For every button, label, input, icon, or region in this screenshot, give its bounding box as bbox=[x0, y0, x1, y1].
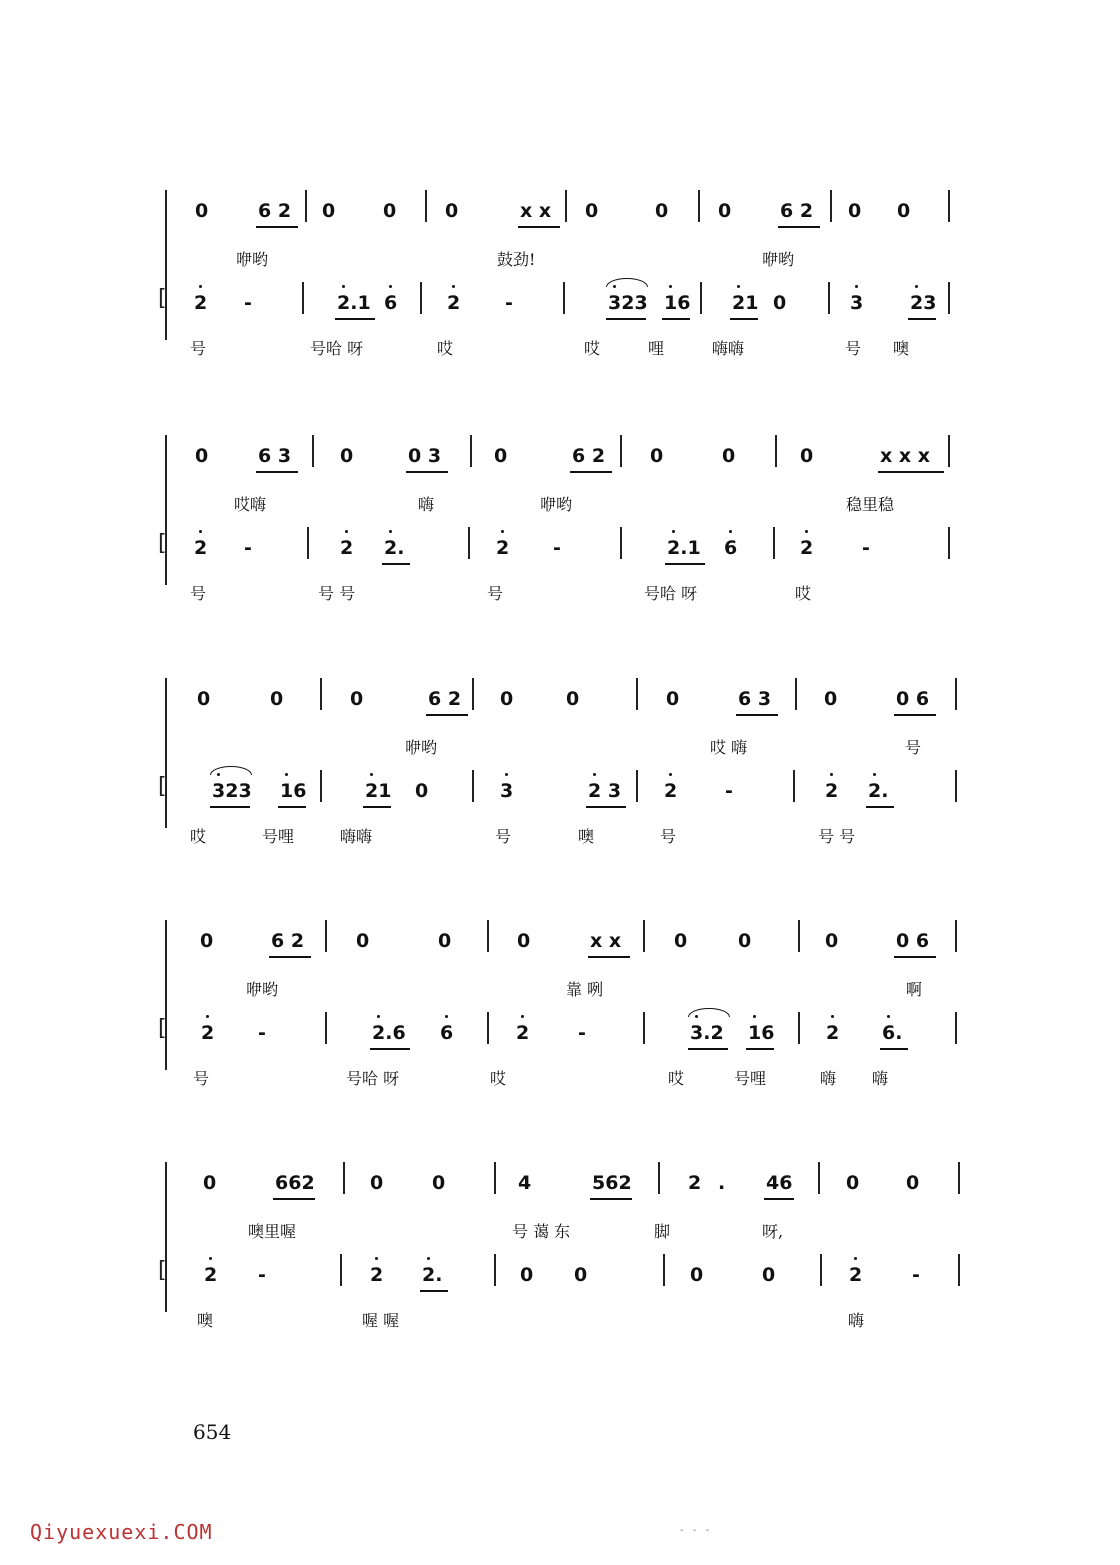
upper-note: 0 bbox=[195, 445, 209, 467]
upper-note: 0 bbox=[674, 930, 688, 952]
upper-lyric: 咿哟 bbox=[540, 495, 573, 514]
beam-line bbox=[588, 956, 630, 958]
staff-bracket: [ bbox=[158, 774, 167, 799]
upper-note: 0 bbox=[846, 1172, 860, 1194]
upper-note: x x bbox=[520, 200, 552, 222]
barline bbox=[494, 1254, 496, 1286]
lower-lyric: 噢 bbox=[197, 1311, 214, 1330]
upper-note: 6 2 bbox=[271, 930, 305, 952]
lower-note: - bbox=[505, 292, 513, 314]
lower-note: 6 bbox=[384, 292, 398, 314]
lower-note: 2.1 bbox=[667, 537, 701, 559]
staff-bracket: [ bbox=[158, 286, 167, 311]
lower-note: 2 bbox=[664, 780, 678, 802]
lower-note: 6 bbox=[724, 537, 738, 559]
barline bbox=[698, 190, 700, 222]
upper-note: 2 bbox=[688, 1172, 702, 1194]
lower-lyric: 哎 bbox=[668, 1069, 685, 1088]
slur-mark bbox=[210, 766, 252, 775]
lower-lyric: 号哈 呀 bbox=[346, 1069, 400, 1088]
lower-lyric: 号哈 呀 bbox=[644, 584, 698, 603]
upper-lyric: 靠 咧 bbox=[566, 980, 604, 999]
beam-line bbox=[730, 318, 758, 320]
octave-dot bbox=[389, 530, 392, 533]
upper-note: 0 6 bbox=[896, 688, 930, 710]
staff-bracket: [ bbox=[158, 1016, 167, 1041]
upper-note: 0 bbox=[370, 1172, 384, 1194]
lower-note: 2.6 bbox=[372, 1022, 406, 1044]
octave-dot bbox=[342, 285, 345, 288]
barline bbox=[948, 190, 950, 222]
lower-lyric: 号 bbox=[190, 339, 207, 358]
upper-lyric: 嗨 bbox=[418, 495, 435, 514]
barline bbox=[472, 678, 474, 710]
lower-note: 6 bbox=[440, 1022, 454, 1044]
staff-bracket: [ bbox=[158, 531, 167, 556]
beam-line bbox=[426, 714, 468, 716]
barline bbox=[468, 527, 470, 559]
upper-note: 0 bbox=[906, 1172, 920, 1194]
slur-mark bbox=[606, 278, 648, 287]
lower-lyric: 号 bbox=[495, 827, 512, 846]
barline bbox=[798, 920, 800, 952]
barline bbox=[798, 1012, 800, 1044]
octave-dot bbox=[831, 1015, 834, 1018]
upper-lyric: 咿哟 bbox=[246, 980, 279, 999]
page-number: 654 bbox=[193, 1420, 232, 1444]
staff-bracket: [ bbox=[158, 1258, 167, 1283]
barline bbox=[636, 678, 638, 710]
barline bbox=[487, 1012, 489, 1044]
upper-note: x x x bbox=[880, 445, 930, 467]
upper-note: 0 bbox=[494, 445, 508, 467]
upper-note: 6 3 bbox=[258, 445, 292, 467]
lower-lyric: 号 号 bbox=[318, 584, 356, 603]
barline bbox=[425, 190, 427, 222]
lower-note: 0 bbox=[690, 1264, 704, 1286]
lower-note: 23 bbox=[910, 292, 937, 314]
lower-lyric: 嗨嗨 bbox=[340, 827, 373, 846]
barline bbox=[830, 190, 832, 222]
barline bbox=[620, 527, 622, 559]
lower-note: 0 bbox=[773, 292, 787, 314]
lower-note: - bbox=[862, 537, 870, 559]
lower-note: 21 bbox=[365, 780, 392, 802]
upper-note: 0 bbox=[383, 200, 397, 222]
upper-note: 6 2 bbox=[572, 445, 606, 467]
octave-dot bbox=[593, 773, 596, 776]
octave-dot bbox=[854, 1257, 857, 1260]
upper-note: 0 bbox=[824, 688, 838, 710]
upper-note: 6 2 bbox=[258, 200, 292, 222]
upper-note: 0 bbox=[438, 930, 452, 952]
system-left-line bbox=[165, 920, 167, 1070]
beam-line bbox=[665, 563, 705, 565]
upper-note: 0 bbox=[445, 200, 459, 222]
lower-note: 0 bbox=[574, 1264, 588, 1286]
beam-line bbox=[256, 471, 298, 473]
upper-note: 0 bbox=[200, 930, 214, 952]
watermark: Qiyuexuexi.COM bbox=[30, 1520, 213, 1544]
upper-note: 0 6 bbox=[896, 930, 930, 952]
beam-line bbox=[370, 1048, 410, 1050]
upper-note: 0 bbox=[825, 930, 839, 952]
lower-note: 2 bbox=[849, 1264, 863, 1286]
octave-dot bbox=[345, 530, 348, 533]
beam-line bbox=[335, 318, 375, 320]
octave-dot bbox=[427, 1257, 430, 1260]
beam-line bbox=[273, 1198, 315, 1200]
barline bbox=[312, 435, 314, 467]
beam-line bbox=[586, 806, 626, 808]
upper-lyric: 咿哟 bbox=[236, 250, 269, 269]
upper-note: 0 bbox=[500, 688, 514, 710]
upper-note: 0 bbox=[340, 445, 354, 467]
octave-dot bbox=[669, 285, 672, 288]
upper-note: 0 bbox=[350, 688, 364, 710]
upper-note: 0 bbox=[722, 445, 736, 467]
system-left-line bbox=[165, 678, 167, 828]
upper-note: 6 3 bbox=[738, 688, 772, 710]
upper-lyric: 稳里稳 bbox=[846, 495, 895, 514]
barline bbox=[955, 920, 957, 952]
barline bbox=[775, 435, 777, 467]
octave-dot bbox=[805, 530, 808, 533]
lower-lyric: 号 bbox=[487, 584, 504, 603]
upper-note: 562 bbox=[592, 1172, 632, 1194]
upper-note: . bbox=[718, 1172, 726, 1194]
barline bbox=[636, 770, 638, 802]
lower-note: 2 bbox=[201, 1022, 215, 1044]
barline bbox=[948, 527, 950, 559]
lower-note: 323 bbox=[608, 292, 648, 314]
beam-line bbox=[518, 226, 560, 228]
barline bbox=[795, 678, 797, 710]
lower-note: 0 bbox=[415, 780, 429, 802]
lower-lyric: 噢 bbox=[578, 827, 595, 846]
barline bbox=[948, 435, 950, 467]
barline bbox=[958, 1254, 960, 1286]
lower-note: 2 bbox=[194, 292, 208, 314]
octave-dot bbox=[672, 530, 675, 533]
octave-dot bbox=[209, 1257, 212, 1260]
lower-note: - bbox=[258, 1264, 266, 1286]
beam-line bbox=[764, 1198, 794, 1200]
lower-note: - bbox=[244, 292, 252, 314]
beam-line bbox=[256, 226, 298, 228]
upper-lyric: 咿哟 bbox=[762, 250, 795, 269]
octave-dot bbox=[873, 773, 876, 776]
barline bbox=[620, 435, 622, 467]
lower-lyric: 号哈 呀 bbox=[310, 339, 364, 358]
lower-lyric: 号 bbox=[845, 339, 862, 358]
octave-dot bbox=[887, 1015, 890, 1018]
lower-note: 21 bbox=[732, 292, 759, 314]
beam-line bbox=[688, 1048, 728, 1050]
lower-note: 2.1 bbox=[337, 292, 371, 314]
upper-lyric: 哎嗨 bbox=[234, 495, 267, 514]
lower-lyric: 号哩 bbox=[262, 827, 295, 846]
barline bbox=[320, 770, 322, 802]
upper-note: 0 bbox=[517, 930, 531, 952]
lower-lyric: 号 bbox=[660, 827, 677, 846]
upper-lyric: 号 bbox=[905, 738, 922, 757]
lower-note: 6. bbox=[882, 1022, 903, 1044]
beam-line bbox=[406, 471, 448, 473]
upper-lyric: 呀, bbox=[762, 1222, 784, 1241]
lower-note: 16 bbox=[664, 292, 691, 314]
upper-note: 0 bbox=[897, 200, 911, 222]
lower-note: - bbox=[578, 1022, 586, 1044]
barline bbox=[818, 1162, 820, 1194]
system-left-line bbox=[165, 435, 167, 585]
barline bbox=[487, 920, 489, 952]
lower-note: - bbox=[553, 537, 561, 559]
barline bbox=[958, 1162, 960, 1194]
beam-line bbox=[420, 1290, 448, 1292]
barline bbox=[305, 190, 307, 222]
upper-lyric: 号 蔼 东 bbox=[512, 1222, 571, 1241]
beam-line bbox=[880, 1048, 908, 1050]
upper-note: 0 bbox=[322, 200, 336, 222]
octave-dot bbox=[501, 530, 504, 533]
beam-line bbox=[590, 1198, 632, 1200]
lower-note: 0 bbox=[762, 1264, 776, 1286]
octave-dot bbox=[389, 285, 392, 288]
barline bbox=[472, 770, 474, 802]
beam-line bbox=[878, 471, 944, 473]
lower-lyric: 哩 bbox=[648, 339, 665, 358]
lower-note: 2 bbox=[204, 1264, 218, 1286]
lower-note: 2 bbox=[826, 1022, 840, 1044]
barline bbox=[565, 190, 567, 222]
barline bbox=[494, 1162, 496, 1194]
barline bbox=[820, 1254, 822, 1286]
upper-note: 0 bbox=[655, 200, 669, 222]
beam-line bbox=[269, 956, 311, 958]
upper-note: x x bbox=[590, 930, 622, 952]
octave-dot bbox=[915, 285, 918, 288]
lower-lyric: 哎 bbox=[584, 339, 601, 358]
upper-note: 46 bbox=[766, 1172, 793, 1194]
barline bbox=[325, 920, 327, 952]
lower-note: 323 bbox=[212, 780, 252, 802]
upper-note: 0 bbox=[270, 688, 284, 710]
upper-note: 0 bbox=[738, 930, 752, 952]
lower-note: - bbox=[725, 780, 733, 802]
lower-note: 2. bbox=[422, 1264, 443, 1286]
octave-dot bbox=[669, 773, 672, 776]
barline bbox=[302, 282, 304, 314]
octave-dot bbox=[375, 1257, 378, 1260]
upper-note: 0 bbox=[566, 688, 580, 710]
upper-note: 0 bbox=[197, 688, 211, 710]
beam-line bbox=[736, 714, 778, 716]
octave-dot bbox=[729, 530, 732, 533]
lower-note: 2 bbox=[370, 1264, 384, 1286]
lower-note: 2 bbox=[800, 537, 814, 559]
barline bbox=[700, 282, 702, 314]
beam-line bbox=[278, 806, 306, 808]
upper-note: 0 bbox=[356, 930, 370, 952]
octave-dot bbox=[505, 773, 508, 776]
barline bbox=[320, 678, 322, 710]
upper-note: 0 bbox=[195, 200, 209, 222]
barline bbox=[663, 1254, 665, 1286]
barline bbox=[343, 1162, 345, 1194]
slur-mark bbox=[688, 1008, 730, 1017]
lower-note: 16 bbox=[280, 780, 307, 802]
upper-note: 0 bbox=[848, 200, 862, 222]
upper-note: 0 bbox=[432, 1172, 446, 1194]
barline bbox=[643, 920, 645, 952]
lower-lyric: 哎 bbox=[437, 339, 454, 358]
barline bbox=[340, 1254, 342, 1286]
barline bbox=[325, 1012, 327, 1044]
beam-line bbox=[894, 956, 936, 958]
system-left-line bbox=[165, 1162, 167, 1312]
lower-lyric: 嗨 bbox=[820, 1069, 837, 1088]
upper-note: 0 bbox=[800, 445, 814, 467]
beam-line bbox=[606, 318, 646, 320]
lower-note: 3.2 bbox=[690, 1022, 724, 1044]
upper-note: 0 3 bbox=[408, 445, 442, 467]
lower-lyric: 哎 bbox=[190, 827, 207, 846]
octave-dot bbox=[521, 1015, 524, 1018]
lower-lyric: 哎 bbox=[490, 1069, 507, 1088]
lower-note: 2 3 bbox=[588, 780, 622, 802]
lower-note: 2 bbox=[340, 537, 354, 559]
beam-line bbox=[210, 806, 250, 808]
barline bbox=[658, 1162, 660, 1194]
barline bbox=[307, 527, 309, 559]
upper-note: 4 bbox=[518, 1172, 532, 1194]
lower-note: - bbox=[244, 537, 252, 559]
upper-note: 0 bbox=[650, 445, 664, 467]
beam-line bbox=[570, 471, 612, 473]
lower-lyric: 噢 bbox=[893, 339, 910, 358]
barline bbox=[955, 770, 957, 802]
upper-note: 0 bbox=[203, 1172, 217, 1194]
barline bbox=[773, 527, 775, 559]
lower-lyric: 嗨嗨 bbox=[712, 339, 745, 358]
octave-dot bbox=[737, 285, 740, 288]
lower-note: 3 bbox=[500, 780, 514, 802]
upper-lyric: 脚 bbox=[654, 1222, 671, 1241]
lower-lyric: 嗨 bbox=[848, 1311, 865, 1330]
upper-lyric: 噢里喔 bbox=[248, 1222, 297, 1241]
octave-dot bbox=[377, 1015, 380, 1018]
octave-dot bbox=[855, 285, 858, 288]
upper-note: 6 2 bbox=[428, 688, 462, 710]
beam-line bbox=[662, 318, 690, 320]
upper-lyric: 哎 嗨 bbox=[710, 738, 748, 757]
octave-dot bbox=[753, 1015, 756, 1018]
octave-dot bbox=[285, 773, 288, 776]
upper-note: 0 bbox=[666, 688, 680, 710]
beam-line bbox=[866, 806, 894, 808]
system-left-line bbox=[165, 190, 167, 340]
lower-note: 2 bbox=[496, 537, 510, 559]
barline bbox=[420, 282, 422, 314]
lower-note: 2 bbox=[194, 537, 208, 559]
lower-note: 16 bbox=[748, 1022, 775, 1044]
octave-dot bbox=[370, 773, 373, 776]
barline bbox=[793, 770, 795, 802]
barline bbox=[563, 282, 565, 314]
lower-lyric: 嗨 bbox=[872, 1069, 889, 1088]
upper-lyric: 咿哟 bbox=[405, 738, 438, 757]
lower-lyric: 号 bbox=[193, 1069, 210, 1088]
lower-note: - bbox=[258, 1022, 266, 1044]
beam-line bbox=[778, 226, 820, 228]
barline bbox=[955, 678, 957, 710]
beam-line bbox=[908, 318, 936, 320]
lower-note: - bbox=[912, 1264, 920, 1286]
lower-lyric: 喔 喔 bbox=[362, 1311, 400, 1330]
lower-note: 2. bbox=[384, 537, 405, 559]
octave-dot bbox=[199, 530, 202, 533]
barline bbox=[470, 435, 472, 467]
lower-lyric: 号哩 bbox=[734, 1069, 767, 1088]
footer-mark: - - - bbox=[680, 1525, 713, 1536]
octave-dot bbox=[445, 1015, 448, 1018]
upper-note: 6 2 bbox=[780, 200, 814, 222]
lower-note: 2 bbox=[516, 1022, 530, 1044]
upper-note: 0 bbox=[585, 200, 599, 222]
barline bbox=[643, 1012, 645, 1044]
beam-line bbox=[363, 806, 391, 808]
lower-lyric: 号 号 bbox=[818, 827, 856, 846]
lower-note: 3 bbox=[850, 292, 864, 314]
barline bbox=[828, 282, 830, 314]
lower-note: 2 bbox=[825, 780, 839, 802]
barline bbox=[948, 282, 950, 314]
lower-note: 0 bbox=[520, 1264, 534, 1286]
barline bbox=[955, 1012, 957, 1044]
upper-note: 662 bbox=[275, 1172, 315, 1194]
octave-dot bbox=[452, 285, 455, 288]
lower-note: 2. bbox=[868, 780, 889, 802]
octave-dot bbox=[830, 773, 833, 776]
upper-lyric: 鼓劲! bbox=[497, 250, 536, 269]
upper-note: 0 bbox=[718, 200, 732, 222]
lower-lyric: 号 bbox=[190, 584, 207, 603]
lower-lyric: 哎 bbox=[795, 584, 812, 603]
lower-note: 2 bbox=[447, 292, 461, 314]
octave-dot bbox=[199, 285, 202, 288]
beam-line bbox=[382, 563, 410, 565]
beam-line bbox=[894, 714, 936, 716]
octave-dot bbox=[206, 1015, 209, 1018]
upper-lyric: 啊 bbox=[906, 980, 923, 999]
beam-line bbox=[746, 1048, 774, 1050]
